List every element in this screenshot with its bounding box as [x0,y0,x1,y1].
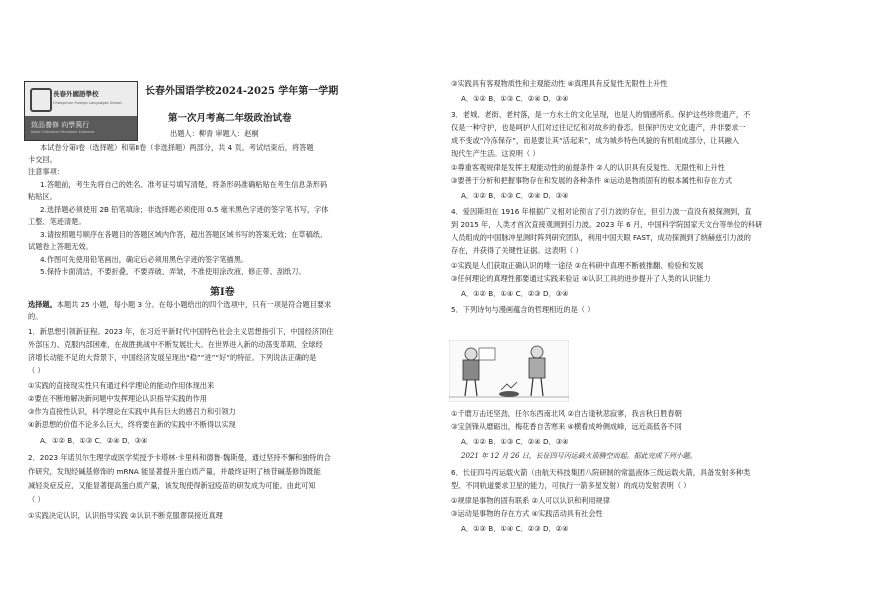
exam-authors: 出题人：柳青 审题人：赵桐 [170,129,259,138]
option-line: ①实践是人们获取正确认识的唯一途径 ②在科研中真理不断被推翻、检验和发展 [451,261,704,270]
question-line: 作研究，发现经碱基修饰的 mRNA 能显著提升蛋白质产量，并最终证明了核苷碱基修饰既能 [28,467,321,476]
intro-line: 试题卷上答题无效。 [28,242,93,251]
question-line: 济增长动能不足的大背景下，中国经济发展呈现出“稳”“进”“好”的特征。下列说法正确的是 [28,353,317,362]
option-line: ①千磨万击还坚劲，任尔东西南北风 ②自古逢秋悲寂寥，我言秋日胜春朝 [451,409,682,418]
option-line: ③任何理论的真理性都要通过实践来验证 ④认识工具的进步提升了人类的认识能力 [451,274,711,283]
answer-choices: A．①② B．①③ C．②④ D．③④ [461,437,569,446]
answer-choices: A．①③ B．①④ C．②③ D．②④ [461,524,569,533]
question-line: 6．长征四号丙运载火箭（由航天科技集团八院研制的常温液体三级运载火箭，具备发射多种类 [451,468,751,477]
question-line: 5．下列诗句与漫画蕴含的哲理相近的是（ ） [451,305,595,314]
option-line: ③作为直接性认识，科学理论在实践中具有巨大的感召力和引领力 [28,407,236,416]
instruction-label: 选择题。 [28,300,57,309]
intro-line: 本试卷分第Ⅰ卷（选择题）和第Ⅱ卷（非选择题）两部分，共 4 页。考试结束后，将答题 [40,143,314,152]
option-line: ①实践的直接现实性只有通过科学理论的能动作用体现出来 [28,381,215,390]
intro-line: 粘贴区。 [28,192,57,201]
question-line: 到 2015 年，人类才首次直接观测到引力波。2023 年 6 月，中国科学院国家天文台等单位的科研 [451,220,763,229]
school-logo [24,81,138,141]
answer-choices: A．①② B．①③ C．②④ D．③④ [461,94,569,103]
question-line: 外部压力、克服内部困难，在战胜挑战中不断发展壮大。在世界进入新的动荡变革期、全球经 [28,340,323,349]
instruction-text: 本题共 25 小题，每小题 3 分。在每小题给出的四个选项中，只有一项是符合题目要求 [56,300,332,309]
cartoon-illustration [449,340,569,402]
option-line: ①规律是事物的固有联系 ②人可以认识和利用规律 [451,496,610,505]
intro-line: 注意事项： [28,167,64,176]
answer-choices: A．①② B．①④ C．②③ D．③④ [461,289,569,298]
intro-line: 3.请按照题号顺序在各题目的答题区域内作答，超出答题区域书写的答案无效；在草稿纸、 [40,230,328,239]
option-line: ③实践具有客观物质性和主观能动性 ④真理具有反复性无限性上升性 [451,79,668,88]
question-line: 型、不同轨道要求卫星的能力，可执行一箭多星发射）的成功发射表明（ ） [451,481,691,490]
school-emblem-icon [30,88,52,112]
option-line: ③要善于分析和把握事物存在和发展的各种条件 ④运动是物质固有的根本属性和存在方式 [451,176,733,185]
question-line: 2．2023 年诺贝尔生理学或医学奖授予卡塔林·卡里科和德鲁·魏斯曼，通过坚持不懈和独特的合 [28,453,331,462]
question-line: 3．老城、老街、老村落，是一方水土的文化呈现，也是人的情感所系。保护这些珍贵遗产，不 [451,110,751,119]
option-line: ④新思想的价值不论多么巨大，终将要在新的实践中不断得以实现 [28,420,236,429]
option-line: ①尊重客观规律是发挥主观能动性的前提条件 ②人的认识具有反复性、无限性和上升性 [451,163,725,172]
intro-line: 2.选择题必须使用 2B 铅笔填涂；非选择题必须使用 0.5 毫米黑色字迹的签字笔书写，字体 [40,205,329,214]
question-line: （ ） [28,366,45,375]
intro-line: 4.作图可先使用铅笔画出，确定后必须用黑色字迹的签字笔描黑。 [40,255,249,264]
option-line: ②要在不断地解决新问题中发挥理论认识指导实践的作用 [28,394,207,403]
question-line: 仅是一种守护，也是呵护人们对过往记忆和对故乡的眷恋。但保护历史文化遗产，并非要求一 [451,123,746,132]
question-line: 减轻炎症反应，又能显著提高蛋白质产量，该发现使得新冠疫苗的研发成为可能。由此可知 [28,481,316,490]
question-line: 人员组成的中国脉冲星测时阵列研究团队，利用中国天眼 FAST，成功探测到了纳赫兹引力波的 [451,233,751,242]
question-line: 存在，并获得了关键性证据。这表明（ ） [451,246,583,255]
answer-choices: A．①② B．①③ C．②④ D．③④ [40,436,148,445]
exam-title: 第一次月考高二年级政治试卷 [168,113,292,124]
question-line: 4．爱因斯坦在 1916 年根据广义相对论预言了引力波的存在，但引力波一直没有被探测到，直 [451,207,752,216]
option-line: ①实践决定认识，认识指导实践 ②认识不断克服谬误接近真理 [28,511,223,520]
intro-line: 5.保持卡面清洁，不要折叠，不要弄破、弄皱，不准使用涂改液、修正带、刮纸刀。 [40,267,306,276]
intro-line: 工整、笔迹清楚。 [28,217,86,226]
option-line: ③宝剑锋从磨砺出，梅花香自苦寒来 ④横看成岭侧成峰，远近高低各不同 [451,422,682,431]
logo-name-cn: 長春外國語學校 [53,90,99,98]
option-line: ③运动是事物的存在方式 ④实践活动具有社会性 [451,509,603,518]
question-line: 现代生产生活。这说明（ ） [451,149,540,158]
logo-motto: 致品養修 向學篤行 [31,121,90,129]
intro-line: 1.答题前，考生先将自己的姓名、准考证号填写清楚，将条形码准确粘贴在考生信息条形码 [40,180,328,189]
section-instruction-cont: 的。 [28,312,43,321]
question-line: （ ） [28,495,45,504]
section-title: 第Ⅰ卷 [210,287,235,298]
section-instruction [28,299,331,311]
q6-caption: 2021 年 12 月 26 日，长征四号丙运载火箭腾空而起。据此完成下列小题。 [461,452,697,460]
intro-line: 卡交回。 [28,155,57,164]
question-line: 1．新思想引领新征程。2023 年，在习近平新时代中国特色社会主义思想指引下，中国经济顶住 [28,327,334,336]
question-line: 成不变或“冷冻保存”，而是要让其“活起来”，成为城乡特色风貌的有机组成部分，让其融入 [451,136,740,145]
answer-choices: A．①② B．①③ C．②④ D．③④ [461,191,569,200]
school-title: 长春外国语学校2024-2025 学年第一学期 [145,86,339,97]
logo-motto-en: Moral Cultivation Persistent Endeavor [31,130,95,134]
logo-name-en: Changchun Foreign Languages School [53,101,122,105]
